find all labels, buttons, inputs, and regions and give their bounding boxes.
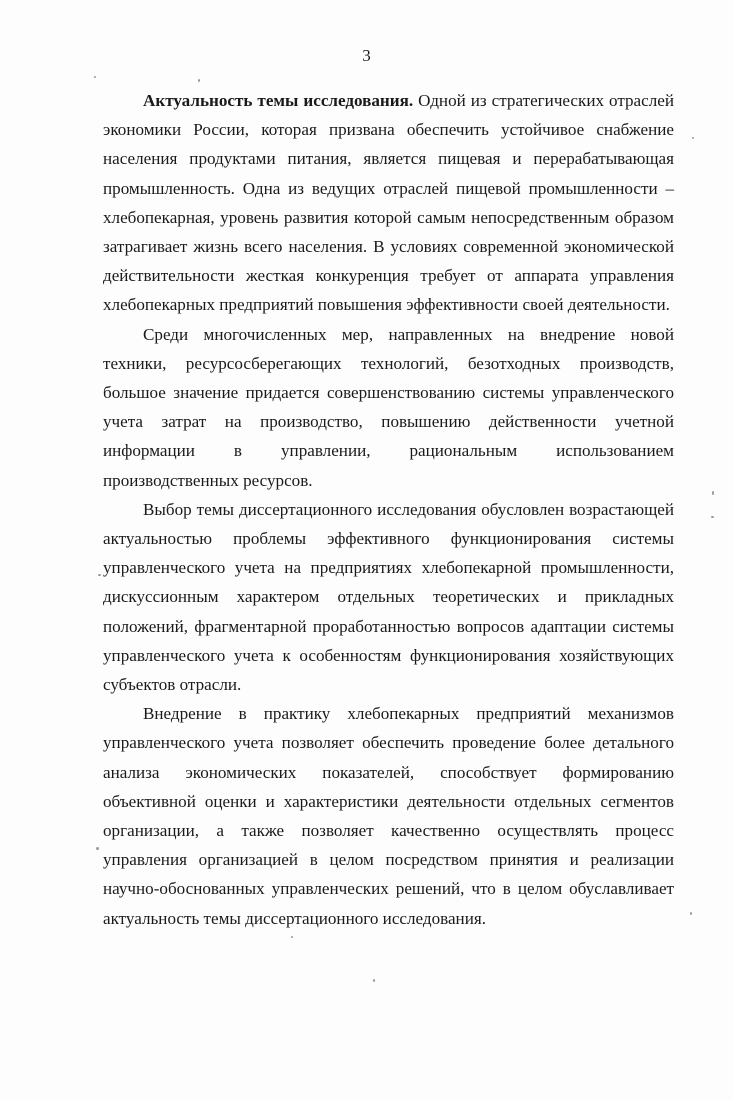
paragraph-topic-choice: Выбор темы диссертационного исследования обусловлен возрастающей актуальностью проблемы эффективного функционирования системы управленческого учета на предприятиях хлебопекарной промышленности, дискуссионным характером отдельных теоретических и прикладных положений, фрагментарной проработанностью вопросов адаптации системы управленческого учета к особенностям функционирования хозяйствующих субъектов отрасли. — [103, 499, 674, 695]
scan-speck — [94, 76, 96, 78]
scan-speck — [690, 912, 692, 915]
paragraph-implementation: Внедрение в практику хлебопекарных предприятий механизмов управленческого учета позволяет обеспечить проведение более детального анализа экономических показателей, способствует формированию объективной оценки и характеристики деятельности отдельных сегментов организации, а также позволяет качественно осуществлять процесс управления организацией в целом посредством принятия и реализации научно-обоснованных управленческих решений, что в целом обуславливает актуальность темы диссертационного исследования. — [103, 704, 674, 928]
document-body — [103, 86, 674, 933]
scan-speck — [712, 491, 714, 495]
paragraph-measures: Среди многочисленных мер, направленных на внедрение новой техники, ресурсосберегающих технологий, безотходных производств, большое значение придается совершенствованию системы управленческого учета затрат на производство, повышению действенности учетной информации в управлении, рациональным использованием производственных ресурсов. — [103, 324, 674, 490]
scan-speck — [373, 979, 375, 982]
scan-speck — [98, 574, 101, 576]
scan-speck — [291, 936, 293, 938]
page-number: 3 — [362, 46, 371, 65]
scan-speck — [711, 516, 714, 518]
section-lead-heading: Актуальность темы исследования. — [143, 91, 414, 110]
scan-speck — [198, 79, 200, 82]
paragraph-relevance — [103, 86, 674, 320]
scan-speck — [96, 847, 99, 850]
paragraph-text: Одной из стратегических отраслей экономики России, которая призвана обеспечить устойчивое снабжение населения продуктами питания, является пищевая и перерабатывающая промышленность. Одна из ведущих отраслей пищевой промышленности – хлебопекарная, уровень развития которой самым непосредственным образом затрагивает жизнь всего населения. В условиях современной экономической действительности жесткая конкуренция требует от аппарата управления хлебопекарных предприятий повышения эффективности своей деятельности. — [103, 91, 674, 315]
scan-speck — [692, 137, 694, 139]
